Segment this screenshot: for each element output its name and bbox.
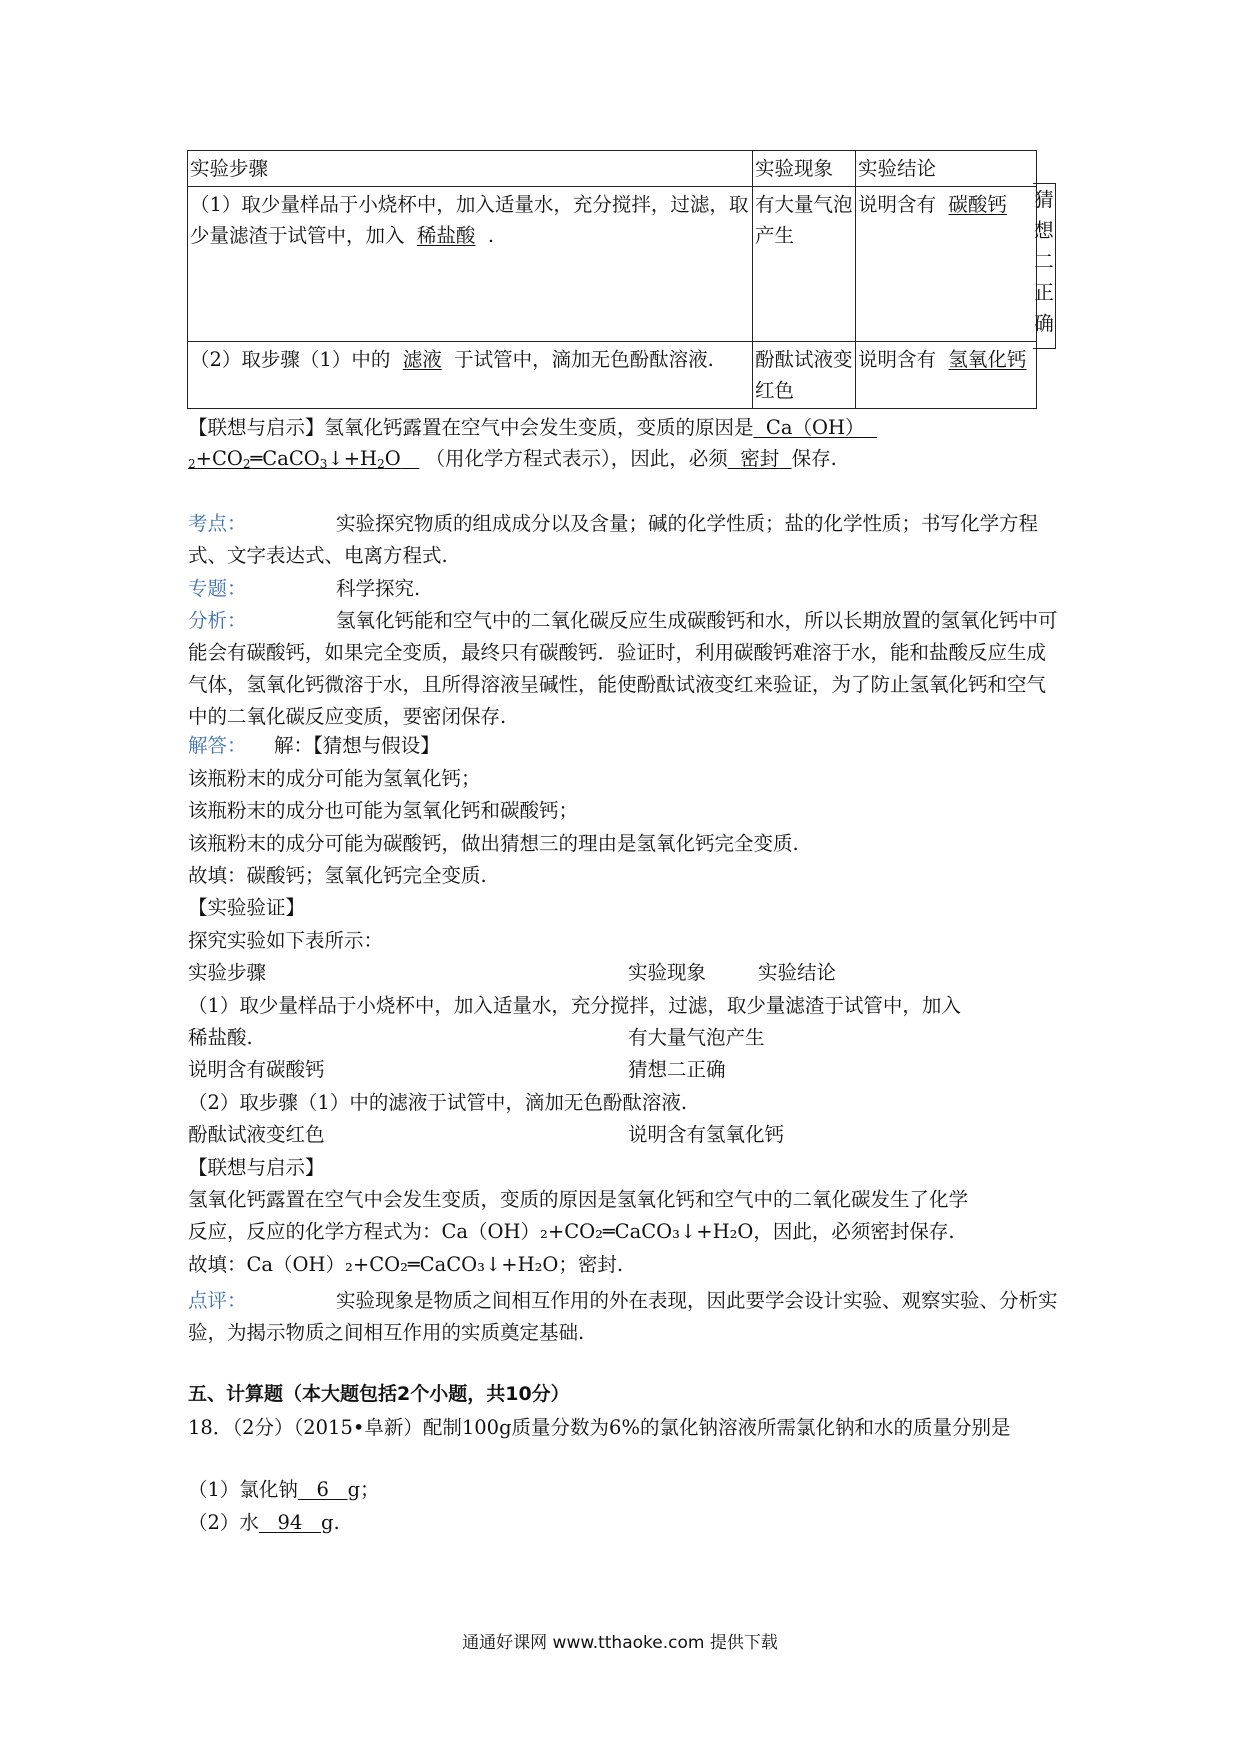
footer: 通通好课网 www.tthaoke.com 提供下载 [462,1633,778,1653]
jieda-line0: 解答： 解：【猜想与假设】 [188,734,440,757]
header-step: 实验步骤 [188,151,753,187]
row2-step-blank: 滤液 [402,348,442,371]
zhuanti-label: 专题： [188,577,247,600]
row2-step: （2）取步骤（1）中的 滤液 于试管中，滴加无色酚酞溶液. [188,342,753,409]
dianping-label: 点评： [188,1289,247,1312]
jieda-line7: （1）取少量样品于小烧杯中，加入适量水，充分搅拌，过滤，取少量滤渣于试管中，加入 [188,994,961,1017]
row1-step: （1）取少量样品于小烧杯中，加入适量水，充分搅拌，过滤，取少量滤渣于试管中，加入 稀盐酸 . [188,187,753,342]
jieda-line4: 故填：碳酸钙；氢氧化钙完全变质. [188,864,487,887]
question-18: 18．（2分）（2015•阜新）配制100g质量分数为6%的氯化钠溶液所需氯化钠和水的质量分别是 [188,1416,1011,1439]
jieda-line14: 反应，反应的化学方程式为：Ca（OH）₂+CO₂═CaCO₃↓+H₂O，因此，必须密封保存. [188,1220,955,1243]
row1-phenomenon: 有大量气泡产生 [753,187,856,342]
row2-phenomenon: 酚酞试液变红色 [753,342,856,409]
fenxi-block: 分析： 氢氧化钙能和空气中的二氧化碳反应生成碳酸钙和水，所以长期放置的氢氧化钙中可能会有碳酸钙，如果完全变质，最终只有碳酸钙．验证时，利用碳酸钙难溶于水，能和盐酸反应生成气体，氢氧化钙微溶于水，且所得溶液呈碱性，能使酚酞试液变红来验证，为了防止氢氧化钙和空气中的二氧化碳反应变质，要密闭保存. [188,605,1058,733]
side-conclusion: 猜想二正确 [1033,183,1056,349]
jieda-line6: 探究实验如下表所示： [188,929,384,952]
row2-conclusion: 说明含有 氢氧化钙 [856,342,1037,409]
jieda-line9: 说明含有碳酸钙 猜想二正确 [188,1058,726,1081]
jieda-line1: 该瓶粉末的成分可能为氢氧化钙； [188,767,481,790]
jieda-line8: 稀盐酸. 有大量气泡产生 [188,1026,765,1049]
header-conclusion: 实验结论 [856,151,1037,187]
jieda-line12: 【联想与启示】 [188,1156,325,1179]
experiment-table [187,150,1037,409]
zhuanti-block: 专题： 科学探究. [188,573,1058,605]
row1-conclusion: 说明含有 碳酸钙 [856,187,1037,342]
jieda-line3: 该瓶粉末的成分可能为碳酸钙，做出猜想三的理由是氢氧化钙完全变质. [188,832,799,855]
lianxiang-question-line1: 【联想与启示】氢氧化钙露置在空气中会发生变质，变质的原因是 Ca（OH） [188,416,865,439]
jieda-line13: 氢氧化钙露置在空气中会发生变质，变质的原因是氢氧化钙和空气中的二氧化碳发生了化学 [188,1188,969,1211]
section-title: 五、计算题（本大题包括2个小题，共10分） [188,1383,570,1405]
dianping-block: 点评： 实验现象是物质之间相互作用的外在表现，因此要学会设计实验、观察实验、分析实验，为揭示物质之间相互作用的实质奠定基础. [188,1285,1058,1349]
row1-step-blank: 稀盐酸 [416,224,476,247]
jieda-header: 实验步骤 实验现象 实验结论 [188,961,837,984]
header-phenomenon: 实验现象 [753,151,856,187]
jieda-line10: （2）取步骤（1）中的滤液于试管中，滴加无色酚酞溶液. [188,1091,688,1114]
jieda-line15: 故填：Ca（OH）₂+CO₂═CaCO₃↓+H₂O；密封. [188,1253,624,1276]
jieda-label: 解答： [188,734,247,757]
kaodian-label: 考点： [188,512,247,535]
fenxi-label: 分析： [188,609,247,632]
jieda-line11: 酚酞试液变红色 说明含有氢氧化钙 [188,1123,785,1146]
jieda-line5: 【实验验证】 [188,896,306,919]
kaodian-block: 考点： 实验探究物质的组成成分以及含量；碱的化学性质；盐的化学性质；书写化学方程式、文字表达式、电离方程式. [188,508,1058,572]
jieda-line2: 该瓶粉末的成分也可能为氢氧化钙和碳酸钙； [188,799,579,822]
answer-18-1: （1）氯化钠 6 g； [188,1478,380,1501]
answer-18-2: （2）水 94 g. [188,1511,340,1534]
lianxiang-question-line2: $_2+CO_2═CaCO_3↓+H_2O$ （用化学方程式表示），因此，必须 密封 保存. [188,447,837,471]
